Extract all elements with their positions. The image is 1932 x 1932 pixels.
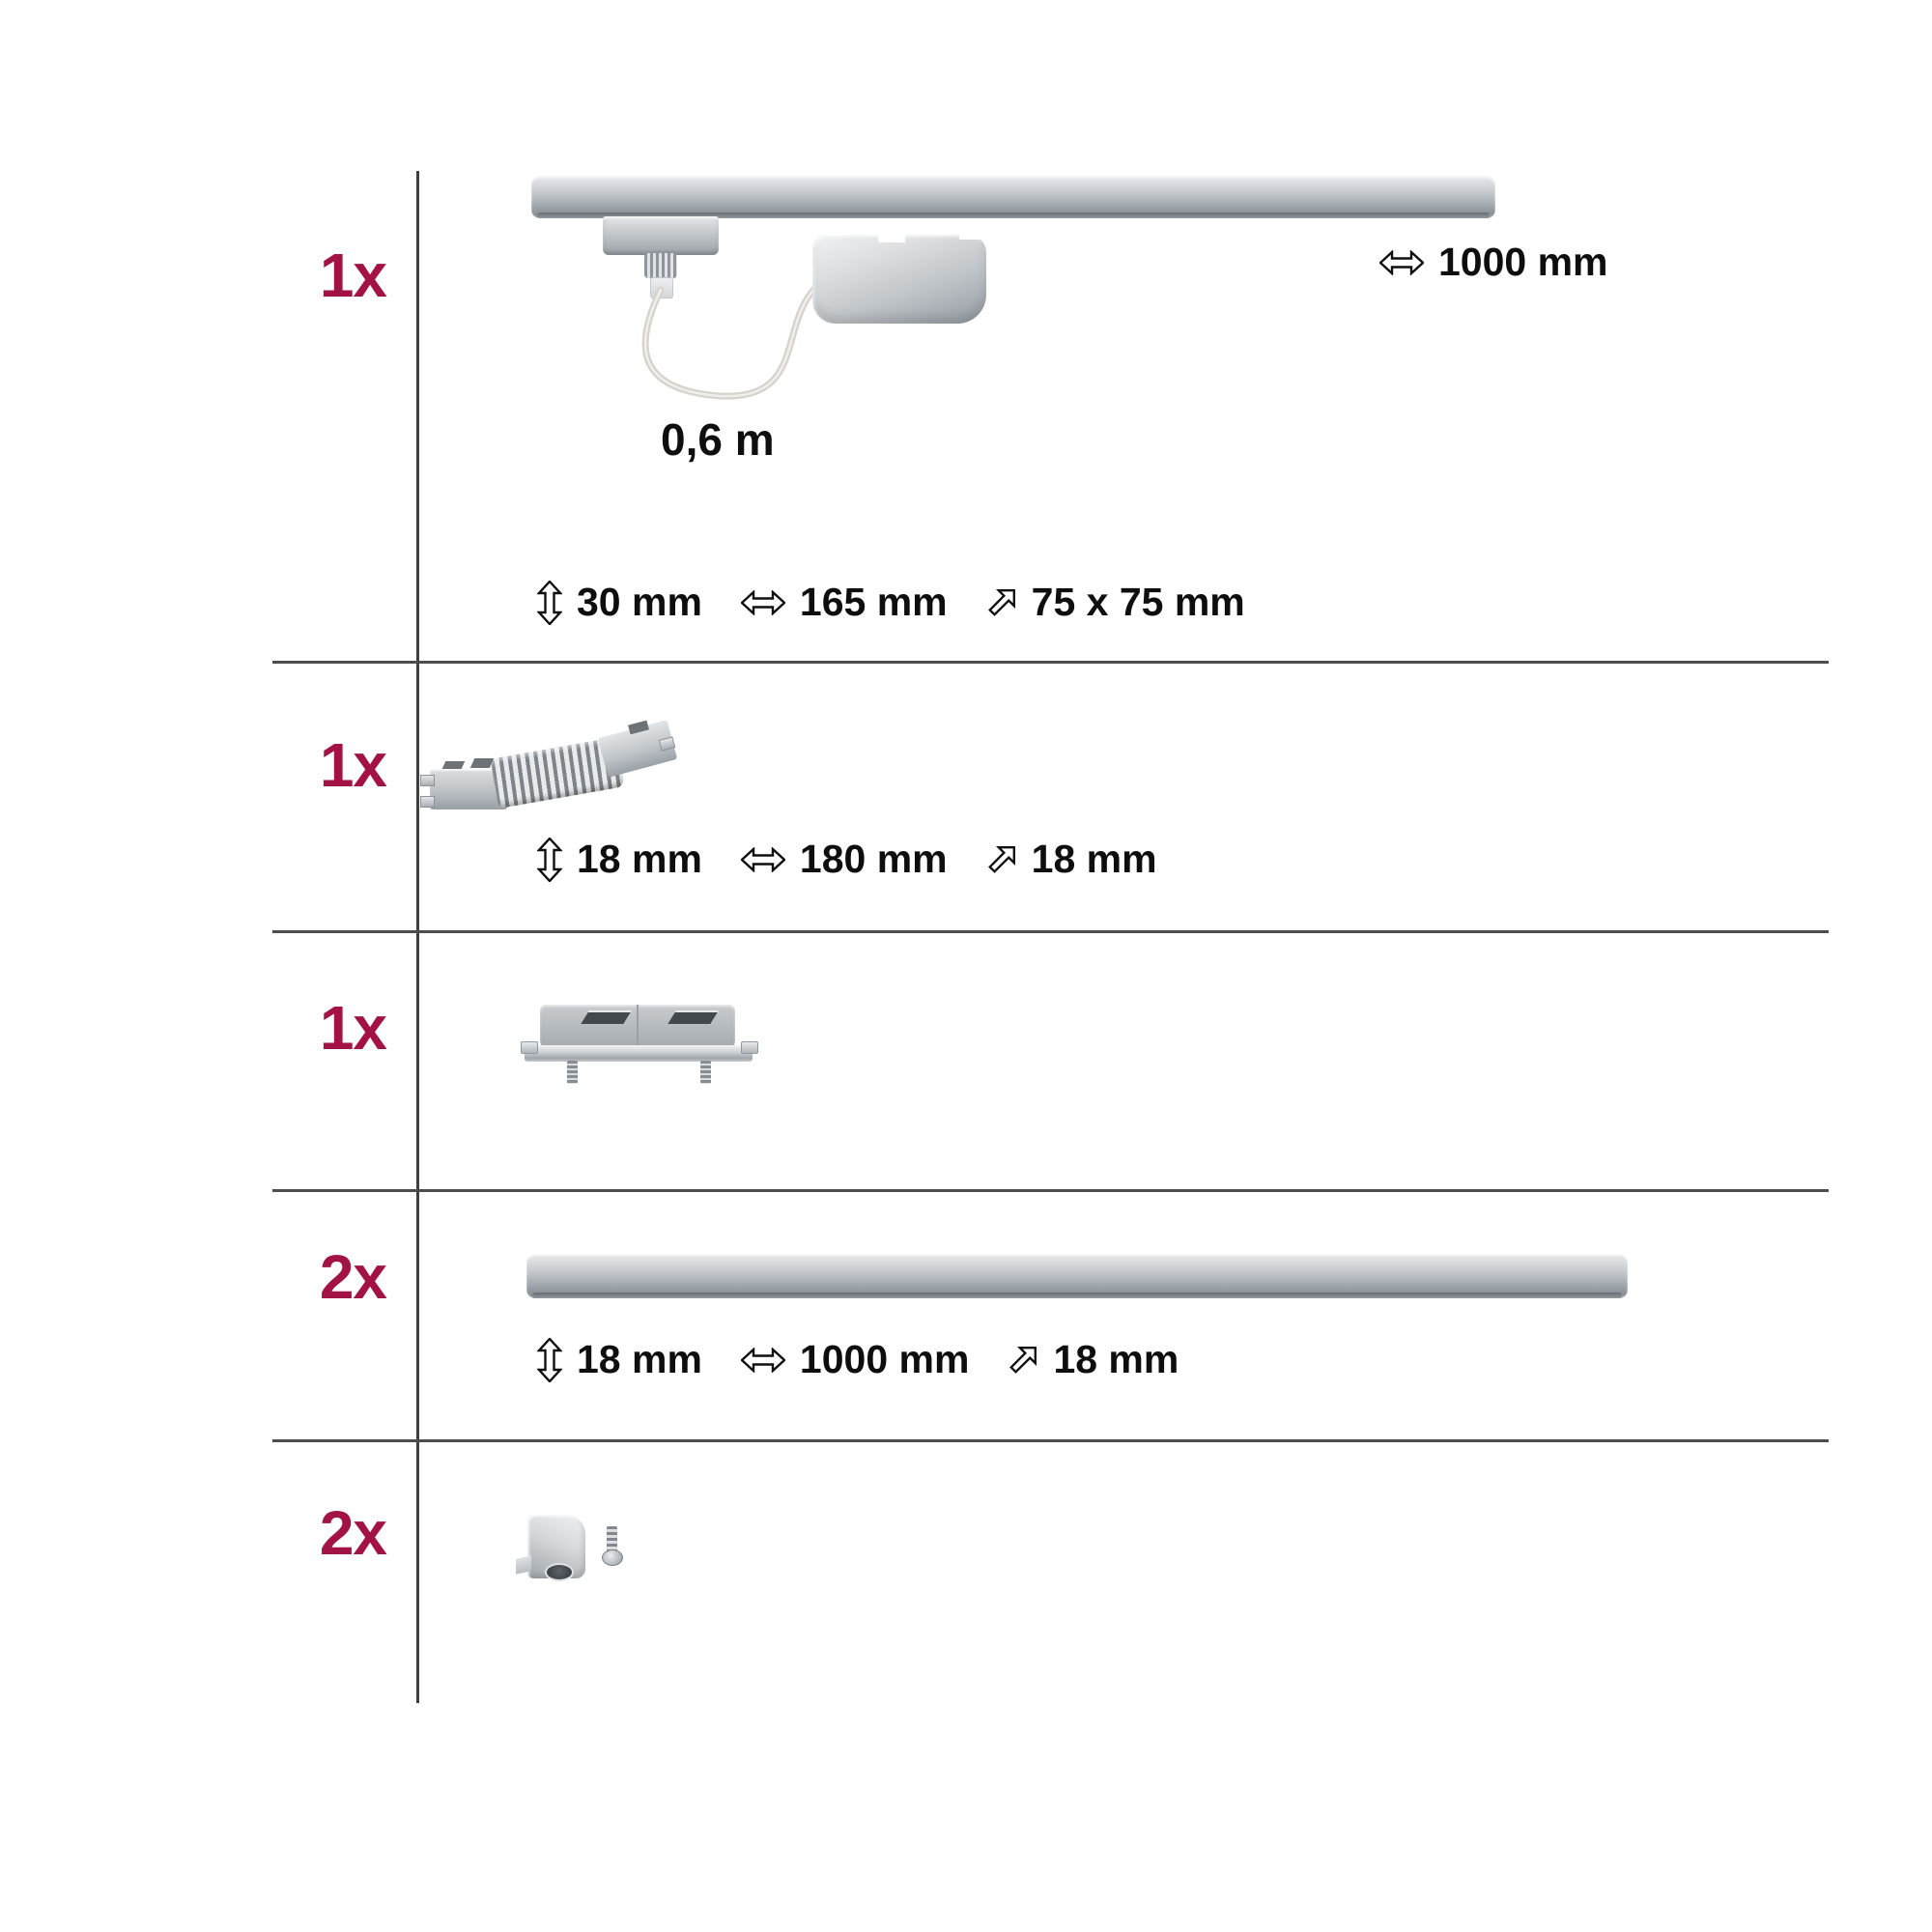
connector-contact bbox=[470, 758, 494, 768]
row-divider-2 bbox=[272, 930, 1829, 933]
power-supply-notch bbox=[878, 233, 905, 242]
width-arrow-icon bbox=[1379, 250, 1424, 275]
height-value: 18 mm bbox=[577, 1337, 702, 1381]
connector-clip-slot bbox=[581, 1012, 630, 1024]
vertical-divider bbox=[416, 171, 419, 1703]
track-connector-image bbox=[525, 1003, 753, 1086]
width-value: 1000 mm bbox=[799, 1337, 970, 1381]
track-length-value: 1000 mm bbox=[1438, 240, 1608, 284]
row-divider-4 bbox=[272, 1439, 1829, 1442]
connector-clip-slot bbox=[668, 1012, 717, 1024]
qty-label-item1: 1x bbox=[319, 241, 386, 310]
qty-label-item5: 2x bbox=[319, 1498, 386, 1568]
track-length-segment bbox=[1379, 240, 1608, 285]
connector-screw bbox=[700, 1061, 711, 1084]
qty-label-item3: 1x bbox=[319, 993, 386, 1063]
height-value: 30 mm bbox=[577, 580, 702, 624]
qty-label-item4: 2x bbox=[319, 1242, 386, 1312]
item4-dimensions bbox=[537, 1337, 1179, 1382]
width-arrow-icon bbox=[741, 1348, 785, 1373]
qty-label-item2: 1x bbox=[319, 730, 386, 800]
power-supply-box bbox=[812, 235, 986, 324]
end-cap-hole bbox=[545, 1563, 574, 1581]
projection-arrow-icon bbox=[986, 587, 1017, 618]
end-cap-foot bbox=[516, 1555, 531, 1574]
width-dimension bbox=[741, 580, 948, 625]
height-arrow-icon bbox=[537, 1338, 562, 1382]
end-cap-screw-head bbox=[602, 1549, 623, 1566]
rail-underside bbox=[532, 1293, 1622, 1298]
projection-value: 75 x 75 mm bbox=[1031, 580, 1245, 624]
width-value: 165 mm bbox=[799, 580, 948, 624]
row-divider-1 bbox=[272, 661, 1829, 664]
projection-arrow-icon bbox=[986, 844, 1017, 875]
height-value: 18 mm bbox=[577, 837, 702, 881]
adapter-knurled-screw bbox=[644, 253, 677, 278]
connector-screw bbox=[567, 1061, 578, 1084]
projection-arrow-icon bbox=[1008, 1345, 1038, 1376]
connector-end-tab bbox=[521, 1041, 538, 1054]
item1-dimensions bbox=[537, 580, 1245, 625]
connector-lug bbox=[420, 775, 435, 786]
power-feed-adapter bbox=[603, 216, 719, 255]
projection-dimension bbox=[986, 837, 1157, 882]
height-dimension bbox=[537, 1337, 702, 1382]
width-arrow-icon bbox=[741, 847, 785, 872]
projection-value: 18 mm bbox=[1031, 837, 1157, 881]
width-arrow-icon bbox=[741, 590, 785, 615]
track-rail-image bbox=[531, 176, 1495, 218]
width-dimension bbox=[741, 837, 948, 882]
connector-metal-bar bbox=[525, 1045, 753, 1062]
track-length-annotation bbox=[1379, 240, 1608, 285]
connector-end-tab bbox=[741, 1041, 758, 1054]
height-arrow-icon bbox=[537, 838, 562, 882]
projection-dimension bbox=[1008, 1337, 1179, 1382]
flex-connector-image bbox=[420, 723, 671, 834]
connector-lug bbox=[420, 796, 435, 808]
height-arrow-icon bbox=[537, 581, 562, 625]
row-divider-3 bbox=[272, 1189, 1829, 1192]
height-dimension bbox=[537, 580, 702, 625]
projection-dimension bbox=[986, 580, 1245, 625]
width-value: 180 mm bbox=[799, 837, 948, 881]
rail-image bbox=[526, 1254, 1628, 1298]
projection-value: 18 mm bbox=[1053, 1337, 1179, 1381]
width-dimension bbox=[741, 1337, 970, 1382]
cable-length-label: 0,6 m bbox=[661, 414, 775, 465]
height-dimension bbox=[537, 837, 702, 882]
power-supply-step bbox=[959, 233, 980, 240]
connector-seam bbox=[637, 1005, 639, 1045]
item2-dimensions bbox=[537, 837, 1157, 882]
